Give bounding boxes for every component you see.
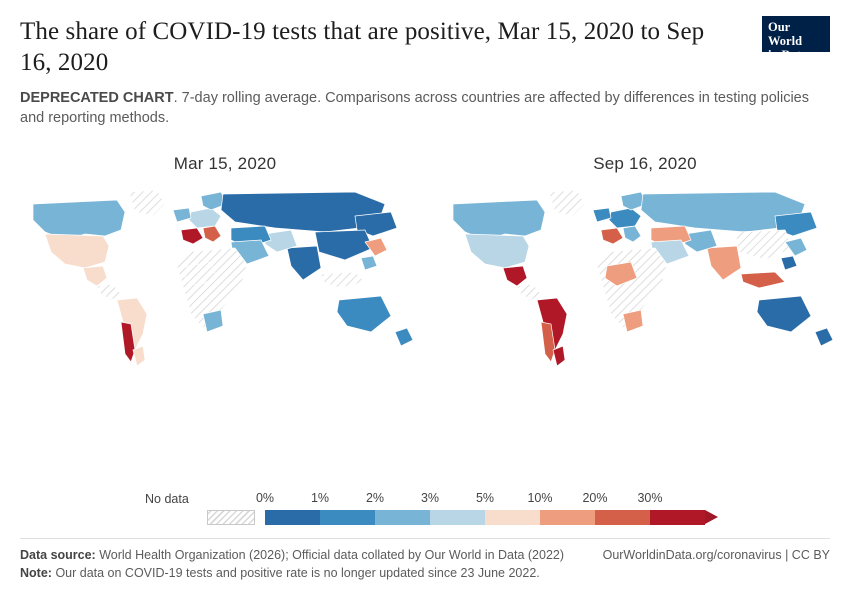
legend-tick: 30% <box>637 491 663 505</box>
legend-no-data-swatch[interactable] <box>207 510 255 525</box>
world-map-right-svg <box>445 182 845 412</box>
legend-color-bar[interactable] <box>255 491 718 525</box>
world-map-right[interactable] <box>445 182 845 412</box>
legend-tick: 2% <box>365 491 385 505</box>
map-panel-sep-16-2020[interactable] <box>445 154 845 434</box>
owid-logo-line1: Our World <box>768 20 803 48</box>
chart-footer <box>20 538 830 582</box>
legend-tick: 0% <box>255 491 275 505</box>
owid-logo-line2: in Data <box>768 48 808 62</box>
legend-tick: 20% <box>582 491 608 505</box>
maps-container <box>20 154 830 434</box>
legend-tick: 3% <box>420 491 440 505</box>
legend-bin <box>420 491 485 525</box>
note-text: Our data on COVID-19 tests and positive rate is no longer updated since 23 June 2022. <box>55 566 540 580</box>
world-map-left[interactable] <box>25 182 425 412</box>
owid-logo[interactable] <box>762 16 830 62</box>
legend-tick: 1% <box>310 491 330 505</box>
data-source-label: Data source: <box>20 548 96 562</box>
subtitle-text: . 7-day rolling average. Comparisons across countries are affected by differences in testing policies and reporting methods. <box>20 90 809 126</box>
note-label: Note: <box>20 566 52 580</box>
legend-no-data-label: No data <box>145 492 189 506</box>
legend-tick: 5% <box>475 491 495 505</box>
legend-bin <box>365 491 430 525</box>
deprecated-badge: DEPRECATED CHART <box>20 90 174 106</box>
chart-subtitle <box>20 88 820 128</box>
legend-open-ended-arrow <box>705 510 718 524</box>
legend-bin <box>255 491 320 525</box>
legend-bin <box>310 491 375 525</box>
map-label-left: Mar 15, 2020 <box>173 154 277 173</box>
owid-link[interactable]: OurWorldinData.org/coronavirus | CC BY <box>602 548 830 562</box>
data-source-text: World Health Organization (2026); Official data collated by Our World in Data (2022) <box>99 548 565 562</box>
legend-tick: 10% <box>527 491 553 505</box>
page-title: The share of COVID-19 tests that are positive, Mar 15, 2020 to Sep 16, 2020 <box>20 18 705 76</box>
map-legend <box>0 478 850 528</box>
map-panel-mar-15-2020[interactable] <box>25 154 425 434</box>
world-map-left-svg <box>25 182 425 412</box>
legend-bin <box>637 491 705 525</box>
map-label-right: Sep 16, 2020 <box>593 154 697 173</box>
chart-header <box>20 16 830 128</box>
